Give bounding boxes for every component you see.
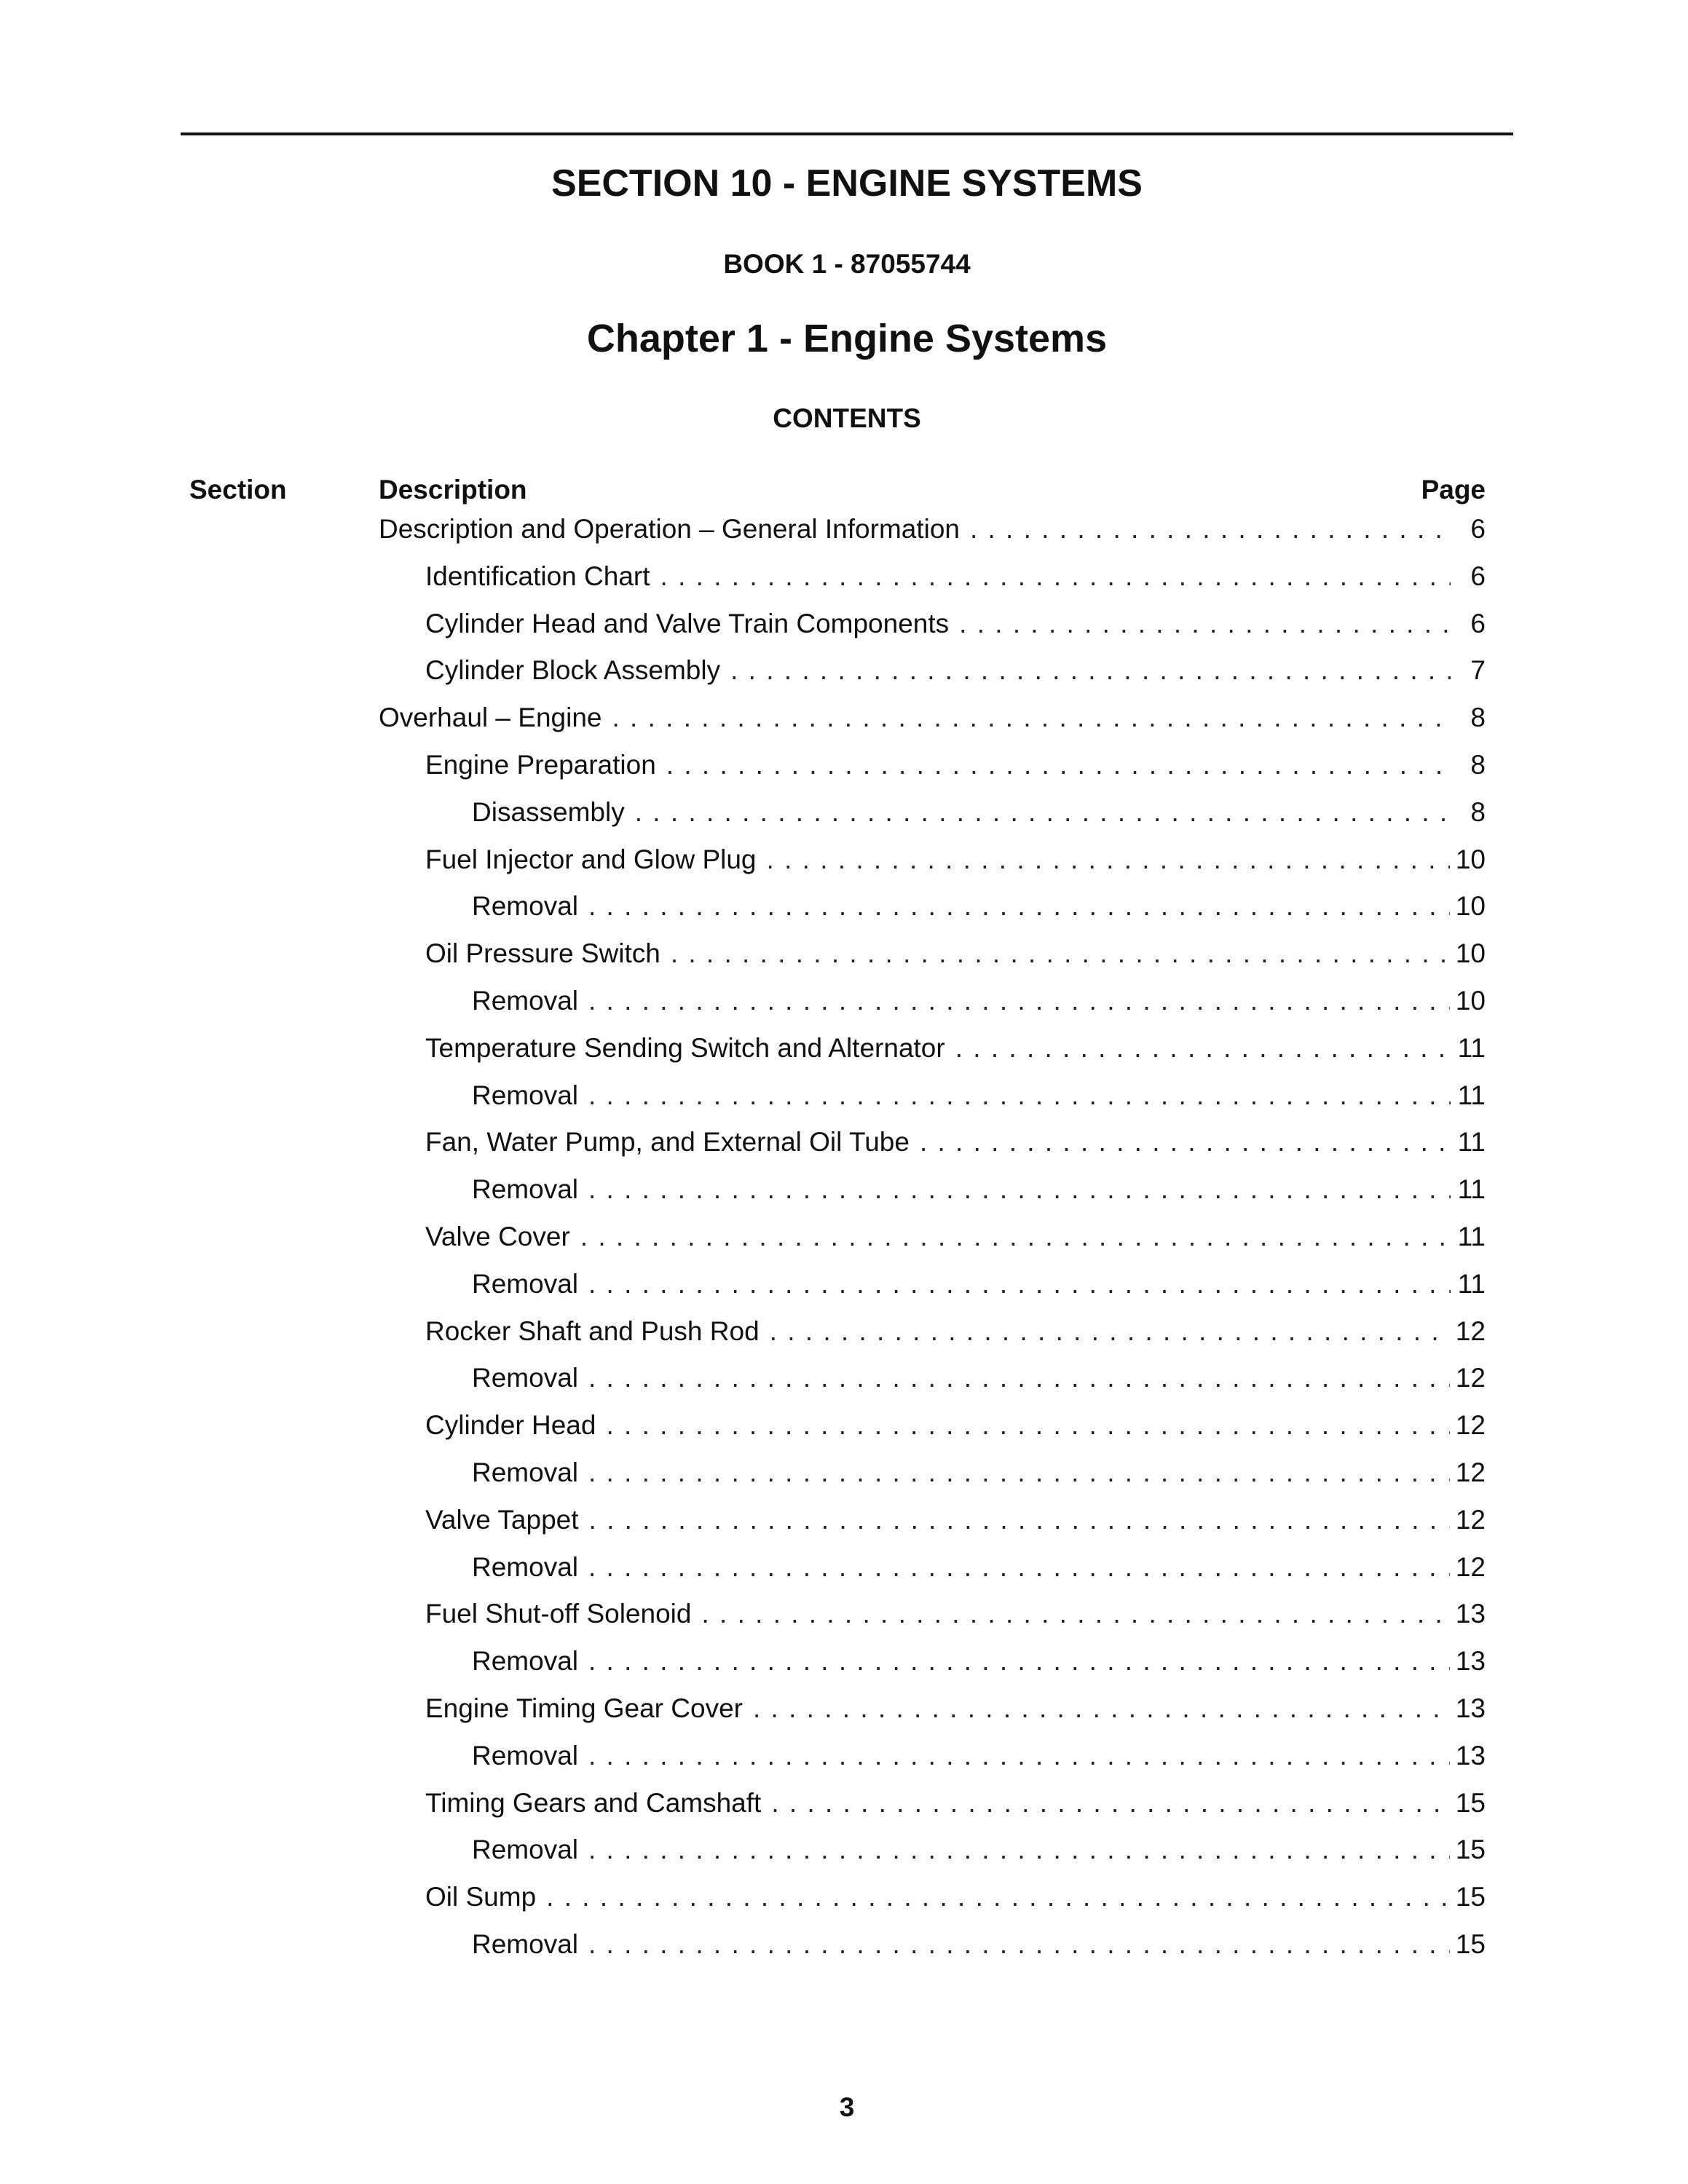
- dot-leader: [588, 1363, 1450, 1393]
- toc-entry-page: 15: [1455, 1835, 1486, 1865]
- toc-entry-label: Removal: [472, 1457, 578, 1487]
- section-column-header: Section: [189, 475, 287, 505]
- dot-leader: [588, 1835, 1450, 1865]
- toc-entry-page: 15: [1455, 1882, 1486, 1912]
- toc-entry-page: 11: [1457, 1174, 1486, 1205]
- toc-entry: [379, 1599, 1486, 1646]
- toc-entry-page: 6: [1470, 561, 1486, 591]
- toc-entry-label: Valve Tappet: [425, 1504, 579, 1535]
- toc-entry-label: Removal: [472, 1928, 578, 1959]
- dot-leader: [767, 844, 1450, 875]
- toc-entry-label: Fuel Injector and Glow Plug: [425, 844, 757, 874]
- toc-entry: [379, 1929, 1486, 1977]
- toc-entry-label: Removal: [472, 1646, 578, 1677]
- toc-entry-label: Rocker Shaft and Push Rod: [425, 1315, 760, 1346]
- dot-leader: [606, 1410, 1449, 1441]
- dot-leader: [970, 514, 1451, 545]
- contents-title: CONTENTS: [773, 403, 921, 433]
- toc-entry-page: 12: [1455, 1363, 1486, 1393]
- toc-entry-label: Fan, Water Pump, and External Oil Tube: [425, 1127, 910, 1158]
- toc-entry-page: 13: [1455, 1646, 1486, 1677]
- section-title: SECTION 10 - ENGINE SYSTEMS: [551, 162, 1143, 205]
- page-number: 3: [839, 2092, 855, 2122]
- dot-leader: [580, 1222, 1451, 1252]
- toc-entry: [379, 1788, 1486, 1835]
- toc-entry: [379, 1882, 1486, 1929]
- dot-leader: [920, 1127, 1451, 1158]
- toc-entry: [379, 1646, 1486, 1693]
- toc-entry: [379, 1505, 1486, 1552]
- toc-entry: [379, 1457, 1486, 1505]
- toc-entry-page: 10: [1455, 844, 1486, 874]
- dot-leader: [588, 1457, 1450, 1488]
- toc-entry-page: 12: [1455, 1457, 1486, 1487]
- toc-entry-page: 10: [1455, 891, 1486, 922]
- toc-entry-page: 15: [1455, 1928, 1486, 1959]
- toc-entry-label: Timing Gears and Camshaft: [425, 1787, 762, 1818]
- book-title: BOOK 1 - 87055744: [723, 249, 971, 279]
- toc-entry: [379, 1127, 1486, 1174]
- toc-entry: [379, 750, 1486, 797]
- toc-entry-page: 8: [1470, 703, 1486, 733]
- dot-leader: [589, 1505, 1450, 1535]
- toc-entry-page: 11: [1457, 1080, 1486, 1110]
- toc-entry-label: Removal: [472, 985, 578, 1016]
- description-column-header: Description: [379, 475, 527, 505]
- toc-entry-page: 10: [1455, 938, 1486, 969]
- dot-leader: [666, 750, 1451, 780]
- toc-entry-page: 11: [1457, 1032, 1486, 1063]
- toc-entry: [379, 609, 1486, 656]
- toc-entry-page: 12: [1455, 1410, 1486, 1441]
- toc-entry: [379, 1693, 1486, 1741]
- toc-entry-label: Removal: [472, 1551, 578, 1582]
- toc-entry-label: Removal: [472, 1174, 578, 1205]
- toc-entry: [379, 703, 1486, 750]
- toc-entry-page: 6: [1470, 608, 1486, 638]
- dot-leader: [660, 561, 1451, 592]
- table-of-contents: [379, 514, 1486, 1977]
- toc-entry-page: 13: [1455, 1693, 1486, 1723]
- dot-leader: [730, 655, 1451, 686]
- page-column-header: Page: [1421, 475, 1486, 505]
- dot-leader: [588, 1269, 1451, 1299]
- dot-leader: [588, 891, 1450, 922]
- toc-entry-label: Removal: [472, 1080, 578, 1110]
- toc-entry: [379, 514, 1486, 561]
- toc-entry-label: Oil Sump: [425, 1882, 537, 1912]
- toc-entry: [379, 844, 1486, 892]
- toc-entry-label: Removal: [472, 1740, 578, 1770]
- toc-entry-label: Identification Chart: [425, 561, 650, 591]
- dot-leader: [546, 1882, 1450, 1912]
- dot-leader: [588, 1080, 1451, 1111]
- dot-leader: [771, 1788, 1450, 1819]
- toc-entry-page: 11: [1457, 1268, 1486, 1299]
- dot-leader: [588, 1174, 1451, 1205]
- dot-leader: [959, 609, 1451, 639]
- dot-leader: [753, 1693, 1450, 1724]
- toc-entry-label: Removal: [472, 1835, 578, 1865]
- toc-entry: [379, 1316, 1486, 1364]
- toc-entry-label: Engine Timing Gear Cover: [425, 1693, 743, 1723]
- dot-leader: [588, 1929, 1450, 1960]
- toc-entry-page: 7: [1470, 655, 1486, 686]
- toc-entry-page: 11: [1457, 1127, 1486, 1158]
- toc-entry: [379, 891, 1486, 938]
- toc-entry-page: 15: [1455, 1787, 1486, 1818]
- toc-entry: [379, 1033, 1486, 1080]
- dot-leader: [955, 1033, 1451, 1064]
- toc-entry: [379, 986, 1486, 1033]
- toc-entry-label: Description and Operation – General Information: [379, 514, 960, 544]
- toc-entry-page: 13: [1455, 1740, 1486, 1770]
- toc-entry-label: Oil Pressure Switch: [425, 938, 660, 969]
- toc-entry-page: 8: [1470, 749, 1486, 780]
- toc-entry-page: 12: [1455, 1315, 1486, 1346]
- toc-entry-page: 8: [1470, 796, 1486, 827]
- toc-entry-label: Engine Preparation: [425, 749, 656, 780]
- toc-entry-label: Cylinder Head: [425, 1410, 596, 1441]
- dot-leader: [588, 1646, 1450, 1677]
- toc-entry: [379, 797, 1486, 844]
- toc-entry-label: Cylinder Head and Valve Train Components: [425, 608, 950, 638]
- toc-entry: [379, 561, 1486, 609]
- top-rule: [181, 132, 1513, 135]
- dot-leader: [770, 1316, 1450, 1347]
- toc-entry-label: Overhaul – Engine: [379, 703, 602, 733]
- toc-entry: [379, 655, 1486, 703]
- toc-entry-label: Fuel Shut-off Solenoid: [425, 1599, 692, 1629]
- toc-entry: [379, 1174, 1486, 1222]
- toc-entry: [379, 938, 1486, 986]
- toc-entry-label: Disassembly: [472, 796, 625, 827]
- toc-entry-page: 11: [1457, 1221, 1486, 1251]
- dot-leader: [671, 938, 1450, 969]
- dot-leader: [588, 1741, 1450, 1771]
- toc-entry-page: 10: [1455, 985, 1486, 1016]
- dot-leader: [588, 1552, 1450, 1583]
- toc-entry-page: 12: [1455, 1504, 1486, 1535]
- chapter-title: Chapter 1 - Engine Systems: [586, 317, 1108, 360]
- toc-entry-page: 13: [1455, 1599, 1486, 1629]
- toc-entry: [379, 1269, 1486, 1316]
- dot-leader: [588, 986, 1450, 1016]
- dot-leader: [701, 1599, 1449, 1629]
- toc-entry-page: 6: [1470, 514, 1486, 544]
- toc-entry: [379, 1835, 1486, 1882]
- dot-leader: [612, 703, 1451, 733]
- toc-entry-label: Removal: [472, 1363, 578, 1393]
- toc-entry-label: Valve Cover: [425, 1221, 570, 1251]
- toc-entry: [379, 1552, 1486, 1599]
- toc-entry-label: Temperature Sending Switch and Alternator: [425, 1032, 945, 1063]
- toc-entry: [379, 1363, 1486, 1410]
- dot-leader: [635, 797, 1451, 828]
- toc-entry: [379, 1741, 1486, 1788]
- toc-entry-label: Cylinder Block Assembly: [425, 655, 721, 686]
- toc-entry: [379, 1080, 1486, 1128]
- toc-entry-label: Removal: [472, 1268, 578, 1299]
- toc-entry: [379, 1410, 1486, 1457]
- toc-entry-page: 12: [1455, 1551, 1486, 1582]
- toc-entry: [379, 1222, 1486, 1269]
- toc-entry-label: Removal: [472, 891, 578, 922]
